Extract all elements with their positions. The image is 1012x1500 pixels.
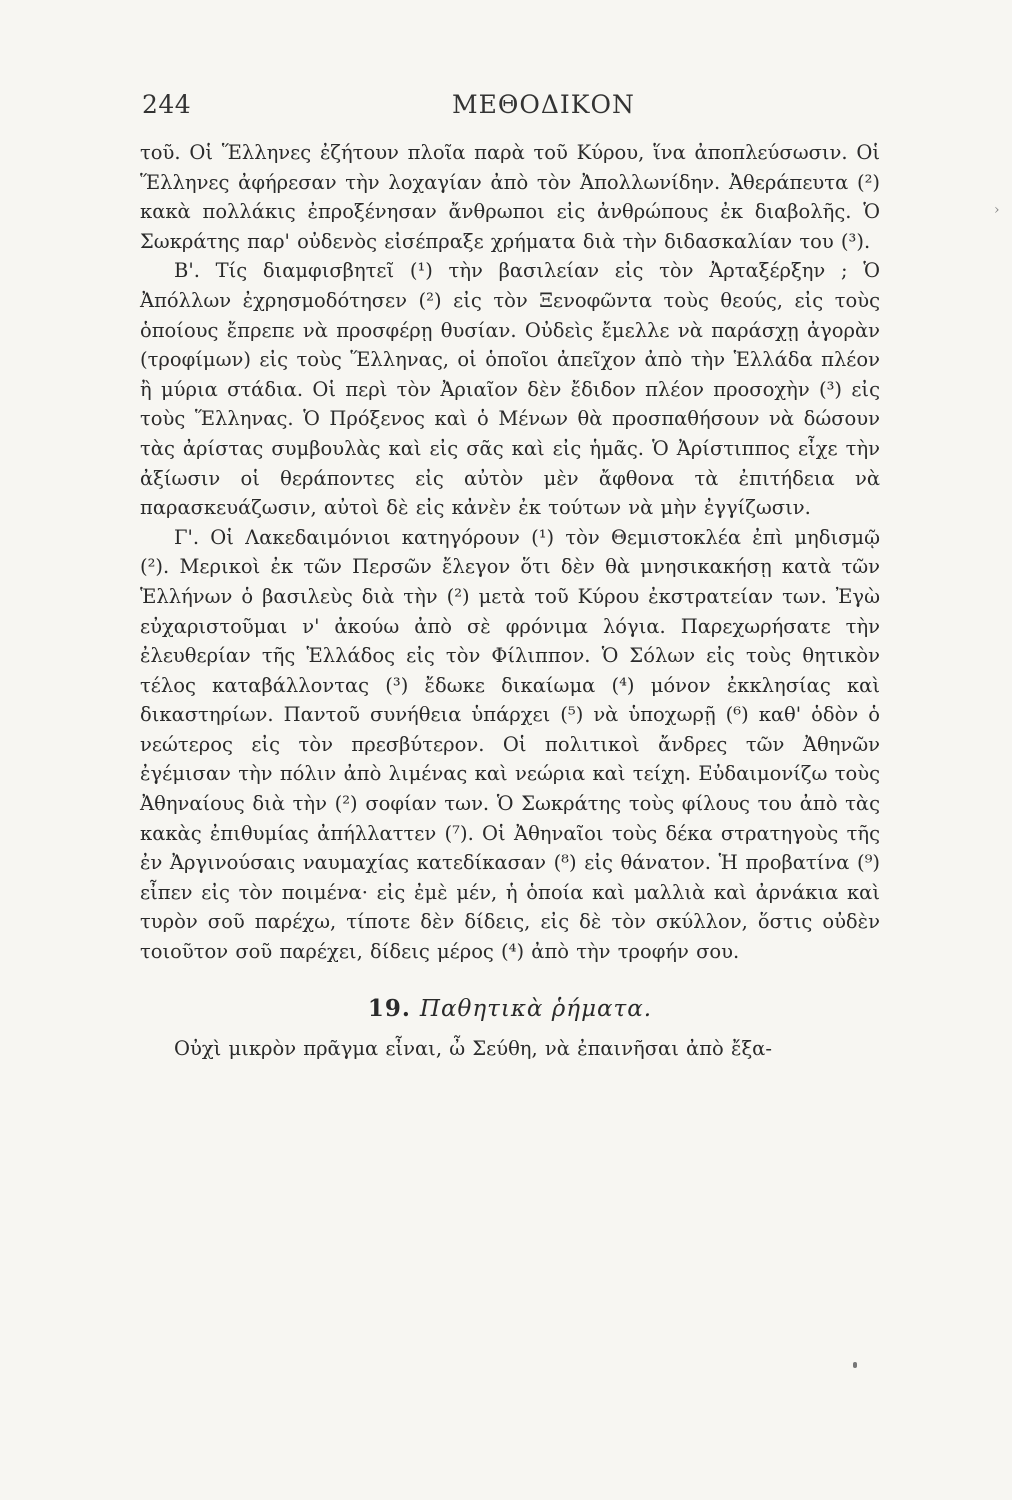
- page-number: 244: [142, 90, 192, 119]
- ink-dot: [853, 1362, 857, 1368]
- paragraph-continuation: τοῦ. Οἱ Ἕλληνες ἐζήτουν πλοῖα παρὰ τοῦ Κύρου, ἵνα ἀποπλεύσωσιν. Οἱ Ἕλληνες ἀφήρεσαν τὴν λοχαγίαν ἀπὸ τὸν Ἀπολλωνίδην. Ἀθεράπευτα (²) κακὰ πολλάκις ἐπροξένησαν ἄνθρωποι εἰς ἀνθρώπους ἐκ διαβολῆς. Ὁ Σωκράτης παρ' οὐδενὸς εἰσέπραξε χρήματα διὰ τὴν διδασκαλίαν του (³).: [140, 141, 880, 253]
- section-heading: [140, 995, 880, 1022]
- margin-mark: ›: [994, 202, 1000, 218]
- section-title: Παθητικὰ ῥήματα.: [419, 995, 653, 1022]
- running-title: ΜΕΘΟΔΙΚΟΝ: [452, 90, 635, 119]
- paragraph-b: Β'. Τίς διαμφισβητεῖ (¹) τὴν βασιλείαν εἰς τὸν Ἀρταξέρξην ; Ὁ Ἀπόλλων ἐχρησμοδότησεν (²) εἰς τὸν Ξενοφῶντα τοὺς θεούς, εἰς τοὺς ὁποίους ἔπρεπε νὰ προσφέρῃ θυσίαν. Οὐδεὶς ἔμελλε νὰ παράσχῃ ἀγορὰν (τροφίμων) εἰς τοὺς Ἕλληνας, οἱ ὁποῖοι ἀπεῖχον ἀπὸ τὴν Ἑλλάδα πλέον ἢ μύρια στάδια. Οἱ περὶ τὸν Ἀριαῖον δὲν ἔδιδον πλέον προσοχὴν (³) εἰς τοὺς Ἕλληνας. Ὁ Πρόξενος καὶ ὁ Μένων θὰ προσπαθήσουν νὰ δώσουν τὰς ἀρίστας συμβουλὰς καὶ εἰς σᾶς καὶ εἰς ἡμᾶς. Ὁ Ἀρίστιππος εἶχε τὴν ἀξίωσιν οἱ θεράποντες εἰς αὐτὸν μὲν ἄφθονα τὰ ἐπιτήδεια νὰ παρασκευάζωσιν, αὐτοὶ δὲ εἰς κἀνὲν ἐκ τούτων νὰ μὴν ἐγγίζωσιν.: [140, 259, 880, 520]
- paragraph-final: Οὐχὶ μικρὸν πρᾶγμα εἶναι, ὦ Σεύθη, νὰ ἐπαινῆσαι ἀπὸ ἔξα-: [174, 1036, 772, 1060]
- section-number: 19.: [367, 994, 411, 1022]
- text-block: [140, 138, 880, 1063]
- paragraph-g: Γ'. Οἱ Λακεδαιμόνιοι κατηγόρουν (¹) τὸν Θεμιστοκλέα ἐπὶ μηδισμῷ (²). Μερικοὶ ἐκ τῶν Περσῶν ἔλεγον ὅτι δὲν θὰ μνησικακήσῃ κατὰ τῶν Ἑλλήνων ὁ βασιλεὺς διὰ τὴν (²) μετὰ τοῦ Κύρου ἐκστρατείαν των. Ἐγὼ εὐχαριστοῦμαι ν' ἀκούω ἀπὸ σὲ φρόνιμα λόγια. Παρεχωρήσατε τὴν ἐλευθερίαν τῆς Ἑλλάδος εἰς τὸν Φίλιππον. Ὁ Σόλων εἰς τοὺς θητικὸν τέλος καταβάλλοντας (³) ἔδωκε δικαίωμα (⁴) μόνον ἐκκλησίας καὶ δικαστηρίων. Παντοῦ συνήθεια ὑπάρχει (⁵) νὰ ὑποχωρῇ (⁶) καθ' ὁδὸν ὁ νεώτερος εἰς τὸν πρεσβύτερον. Οἱ πολιτικοὶ ἄνδρες τῶν Ἀθηνῶν ἐγέμισαν τὴν πόλιν ἀπὸ λιμένας καὶ νεώρια καὶ τείχη. Εὐδαιμονίζω τοὺς Ἀθηναίους διὰ τὴν (²) σοφίαν των. Ὁ Σωκράτης τοὺς φίλους του ἀπὸ τὰς κακὰς ἐπιθυμίας ἀπήλλαττεν (⁷). Οἱ Ἀθηναῖοι τοὺς δέκα στρατηγοὺς τῆς ἐν Ἀργινούσαις ναυμαχίας κατεδίκασαν (⁸) εἰς θάνατον. Ἡ προβατίνα (⁹) εἶπεν εἰς τὸν ποιμένα· εἰς ἐμὲ μέν, ἡ ὁποία καὶ μαλλιὰ καὶ ἀρνάκια καὶ τυρὸν σοῦ παρέχω, τίποτε δὲν δίδεις, εἰς δὲ τὸν σκύλλον, ὅστις οὐδὲν τοιοῦτον σοῦ παρέχει, δίδεις μέρος (⁴) ἀπὸ τὴν τροφήν σου.: [140, 525, 880, 964]
